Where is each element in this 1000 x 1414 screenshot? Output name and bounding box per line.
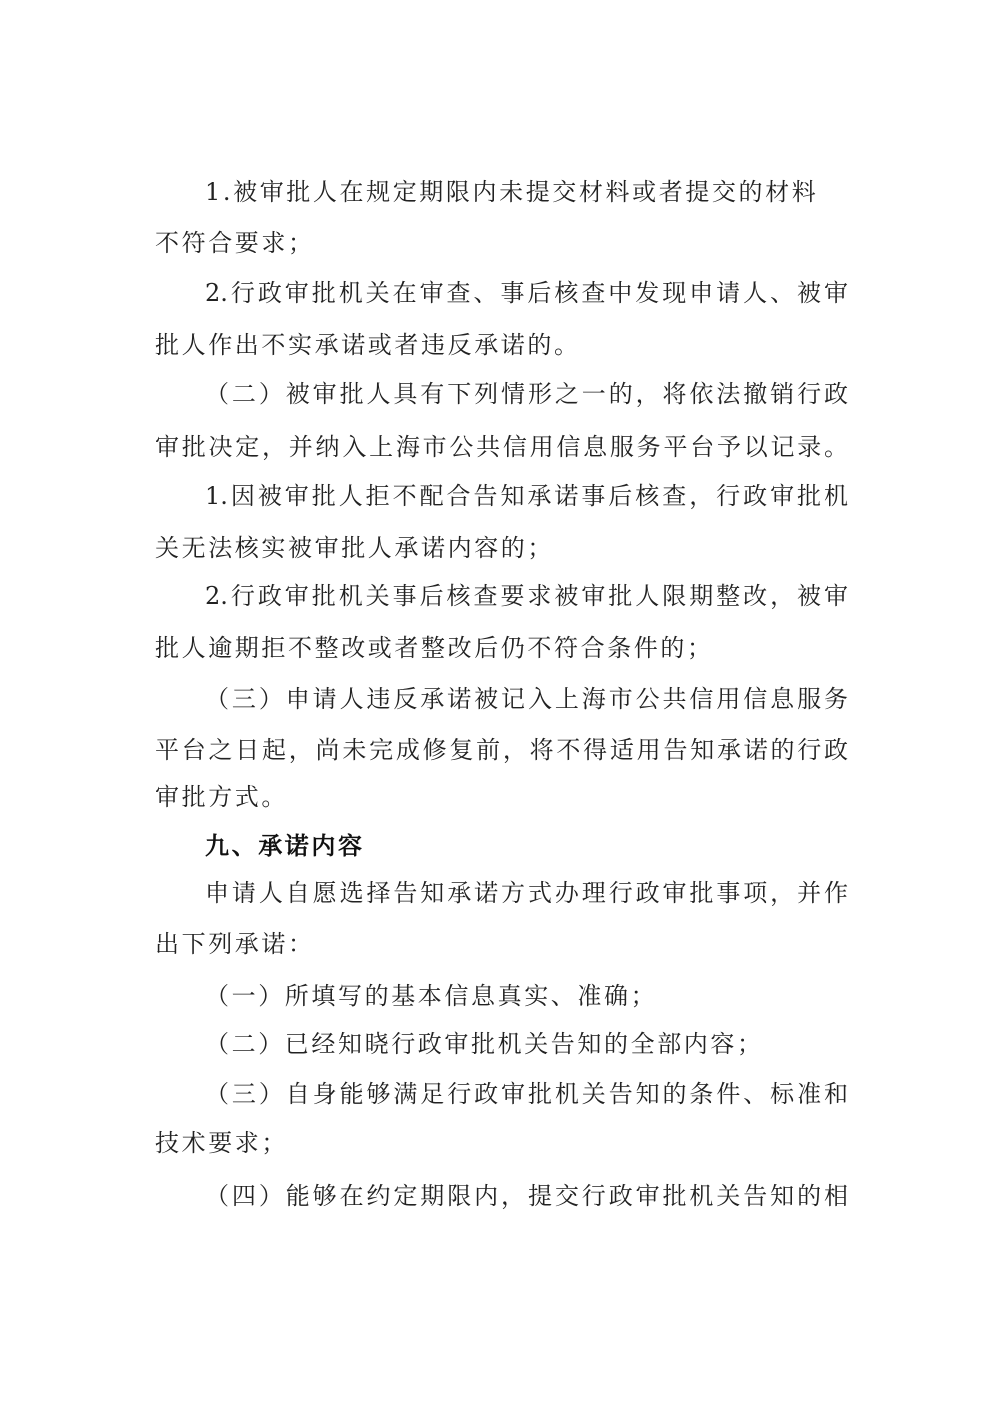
paragraph-line: （一）所填写的基本信息真实、准确； — [205, 982, 658, 1010]
paragraph-line: （四）能够在约定期限内，提交行政审批机关告知的相 — [205, 1182, 848, 1210]
paragraph-line: （二）已经知晓行政审批机关告知的全部内容； — [205, 1030, 764, 1058]
paragraph-line: 2.行政审批机关在审查、事后核查中发现申请人、被审 — [205, 279, 848, 307]
paragraph-line: 技术要求； — [155, 1129, 288, 1157]
section-heading: 九、承诺内容 — [205, 832, 365, 860]
paragraph-line: 审批方式。 — [155, 783, 288, 811]
paragraph-line: （二）被审批人具有下列情形之一的，将依法撤销行政 — [205, 380, 848, 408]
paragraph-line: 申请人自愿选择告知承诺方式办理行政审批事项，并作 — [205, 879, 848, 907]
paragraph-line: 出下列承诺： — [155, 930, 315, 958]
paragraph-line: 不符合要求； — [155, 229, 315, 257]
paragraph-line: 批人作出不实承诺或者违反承诺的。 — [155, 331, 581, 359]
paragraph-line: （三）自身能够满足行政审批机关告知的条件、标准和 — [205, 1080, 848, 1108]
paragraph-line: 2.行政审批机关事后核查要求被审批人限期整改，被审 — [205, 582, 848, 610]
paragraph-line: 审批决定，并纳入上海市公共信用信息服务平台予以记录。 — [155, 433, 848, 461]
paragraph-line: 1.因被审批人拒不配合告知承诺事后核查，行政审批机 — [205, 482, 848, 510]
paragraph-line: 1.被审批人在规定期限内未提交材料或者提交的材料 — [205, 178, 819, 206]
paragraph-line: 平台之日起，尚未完成修复前，将不得适用告知承诺的行政 — [155, 736, 848, 764]
paragraph-line: （三）申请人违反承诺被记入上海市公共信用信息服务 — [205, 685, 848, 713]
paragraph-line: 批人逾期拒不整改或者整改后仍不符合条件的； — [155, 634, 714, 662]
paragraph-line: 关无法核实被审批人承诺内容的； — [155, 534, 554, 562]
